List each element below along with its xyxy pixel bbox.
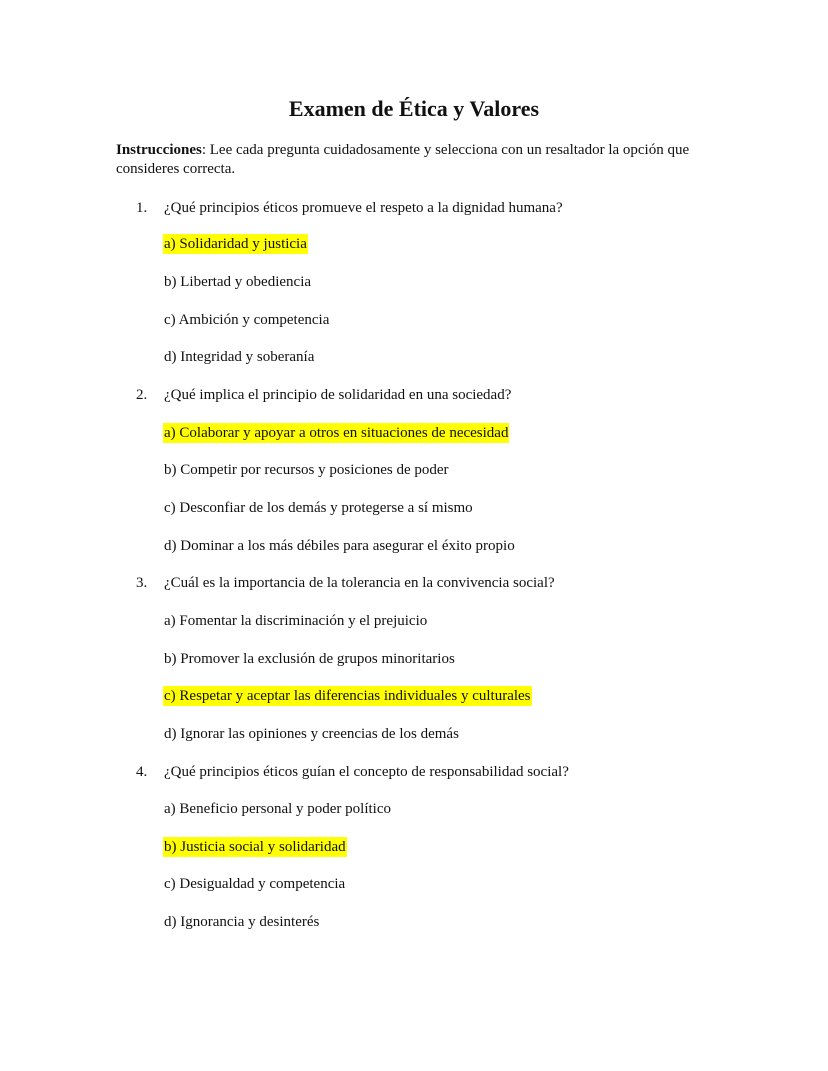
option-text: b) Libertad y obediencia (164, 274, 312, 290)
option-text: c) Desigualdad y competencia (164, 876, 346, 892)
option-text: b) Competir por recursos y posiciones de poder (164, 462, 449, 478)
option-3c[interactable] (163, 686, 532, 706)
option-text: d) Integridad y soberanía (164, 349, 315, 365)
option-text: a) Solidaridad y justicia (164, 236, 307, 252)
question-2 (116, 385, 716, 405)
option-text: b) Justicia social y solidaridad (164, 839, 346, 855)
option-4a[interactable] (163, 799, 392, 819)
page-title: Examen de Ética y Valores (288, 96, 540, 121)
option-1b[interactable] (163, 272, 312, 292)
option-3b[interactable] (163, 649, 456, 669)
option-2b[interactable] (163, 460, 450, 480)
question-text: ¿Qué principios éticos promueve el respeto a la dignidad humana? (164, 200, 563, 216)
option-2d[interactable] (163, 536, 516, 556)
question-number: 3. (136, 575, 148, 591)
instructions (116, 141, 716, 179)
option-text: d) Ignorar las opiniones y creencias de los demás (164, 726, 459, 742)
option-text: b) Promover la exclusión de grupos minoritarios (164, 651, 455, 667)
instructions-label: Instrucciones (116, 142, 202, 158)
option-2c[interactable] (163, 498, 474, 518)
option-4b[interactable] (163, 837, 347, 857)
option-1d[interactable] (163, 347, 315, 367)
option-3d[interactable] (163, 724, 460, 744)
question-3 (116, 573, 716, 593)
question-1 (116, 198, 716, 218)
option-text: c) Ambición y competencia (164, 312, 330, 328)
option-1c[interactable] (163, 310, 330, 330)
question-text: ¿Qué implica el principio de solidaridad en una sociedad? (164, 387, 512, 403)
option-1a[interactable] (163, 234, 308, 254)
question-text: ¿Cuál es la importancia de la tolerancia en la convivencia social? (164, 575, 555, 591)
option-text: c) Desconfiar de los demás y protegerse a sí mismo (164, 500, 473, 516)
option-text: c) Respetar y aceptar las diferencias individuales y culturales (164, 688, 531, 704)
option-text: a) Beneficio personal y poder político (164, 801, 392, 817)
question-4 (116, 762, 716, 782)
question-number: 4. (136, 764, 148, 780)
question-number: 2. (136, 387, 148, 403)
option-text: d) Ignorancia y desinterés (164, 914, 320, 930)
option-3a[interactable] (163, 611, 428, 631)
question-text: ¿Qué principios éticos guían el concepto de responsabilidad social? (164, 764, 569, 780)
option-text: a) Fomentar la discriminación y el prejuicio (164, 613, 428, 629)
option-4d[interactable] (163, 912, 320, 932)
option-4c[interactable] (163, 874, 346, 894)
question-number: 1. (136, 200, 148, 216)
option-text: d) Dominar a los más débiles para asegurar el éxito propio (164, 538, 515, 554)
option-text: a) Colaborar y apoyar a otros en situaciones de necesidad (164, 425, 509, 441)
instructions-text: : Lee cada pregunta cuidadosamente y selecciona con un resaltador la opción que consideres correcta. (116, 142, 690, 177)
option-2a[interactable] (163, 423, 509, 443)
